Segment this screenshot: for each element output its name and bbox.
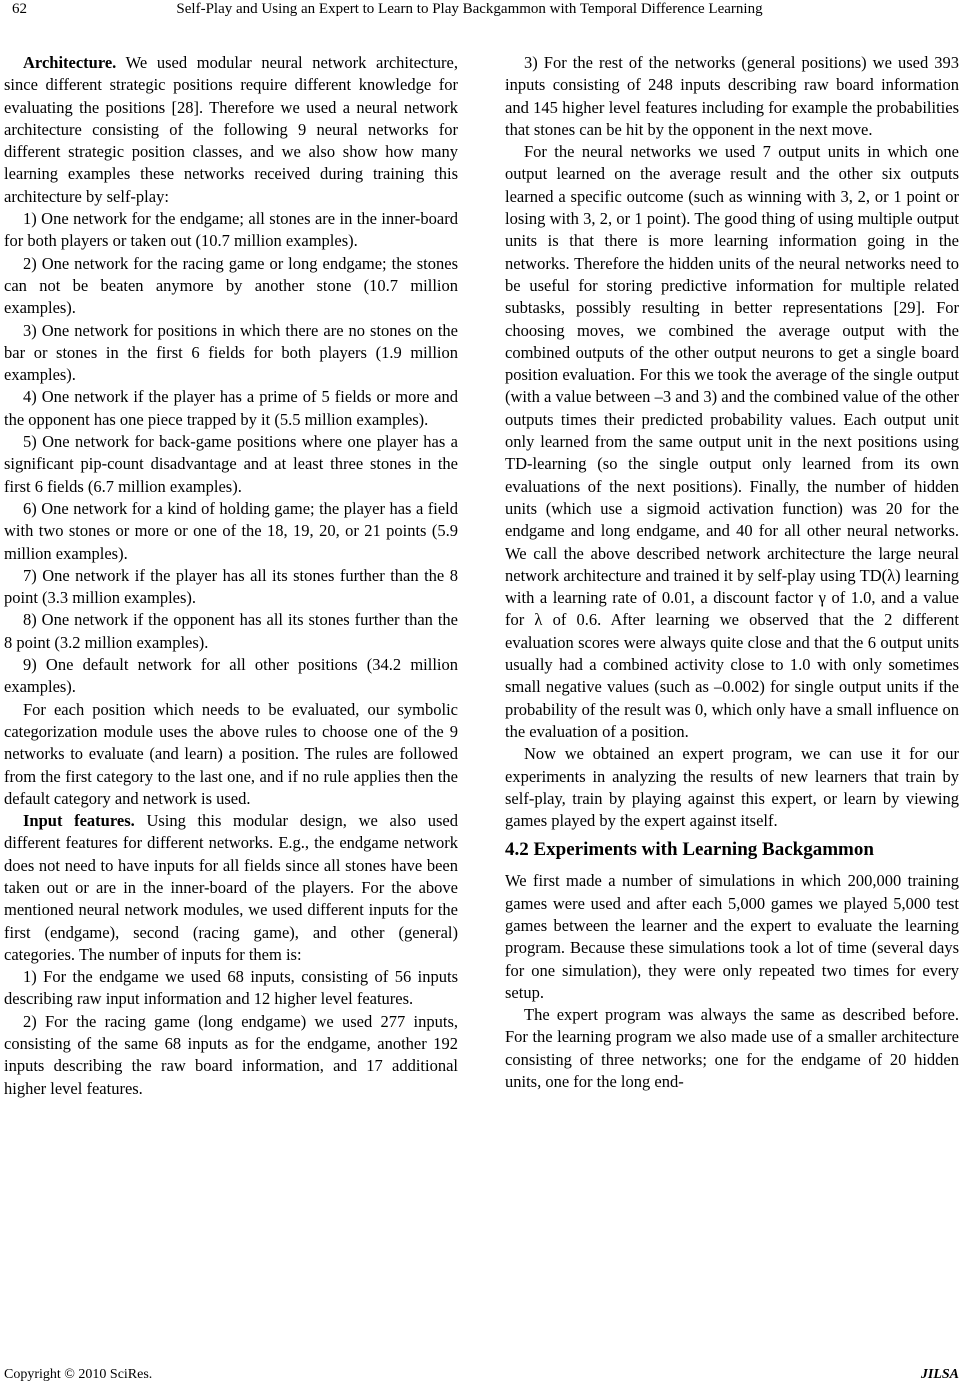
running-title: Self-Play and Using an Expert to Learn to Play Backgammon with Temporal Difference Learning: [176, 1, 763, 17]
network-item-3: 3) One network for positions in which there are no stones on the bar or stones in the first 6 fields for both players (1.9 million examples).: [4, 320, 458, 385]
right-column: [505, 52, 959, 1093]
copyright-footer: Copyright © 2010 SciRes.: [4, 1367, 153, 1382]
output-units-paragraph: For the neural networks we used 7 output units in which one output learned on the average result and the other six outputs learned a specific outcome (such as winning with 3, 2, or 1 point or losing with 3, 2, or 1 point). The good thing of using multiple output units is that there is more learning information going in the networks. Therefore the hidden units of the neural networks need to be useful for storing predictive information for multiple related subtasks, possibly resulting in better representations [29]. For choosing moves, we combined the average output with the combined outputs of the other output neurons to get a single board position evaluation. For this we took the average of the single output (with a value between –3 and 3) and the combined value of the other outputs times their predicted probability values. Each output unit only learned from the same output unit in the next positions using TD-learning (so the single output only learned from its own evaluations of the next positions). Finally, the number of hidden units (which use a sigmoid activation function) was 20 for the endgame and long endgame, and 40 for all other neural networks. We call the above described network architecture the large neural network architecture and trained it by self-play using TD(λ) learning with a learning rate of 0.01, a discount factor γ of 1.0, and a value for λ of 0.6. After learning we observed that the 2 different evaluation scores were always quite close and that the 6 output units usually had a combined activity close to 1.0 with only sometimes small negative values (such as –0.002) for single output units if the probability of the result was 0, which only have a small influence on the evaluation of a position.: [505, 142, 959, 741]
simulations-paragraph: We first made a number of simulations in which 200,000 training games were used and after each 5,000 games we played 5,000 test games between the learner and the expert to evaluate the learning program. Because these simulations took a lot of time (several days for one simulation), they were only repeated two times for every setup.: [505, 871, 959, 1002]
input-features-text: Using this modular design, we also used different features for different networks. E.g., the endgame network does not need to have inputs for all fields since all stones have been taken out or are in the inner-board of the players. For the above mentioned neural network modules, we used different inputs for the first (endgame), second (racing game), and other (general) categories. The number of inputs for them is:: [4, 811, 458, 964]
left-column: [4, 52, 458, 1100]
input-features-paragraph: [4, 810, 458, 966]
network-item-6: 6) One network for a kind of holding game; the player has a field with two stones or more or one of the 18, 19, 20, or 21 points (5.9 million examples).: [4, 498, 458, 563]
input-item-2: 2) For the racing game (long endgame) we used 277 inputs, consisting of the same 68 inputs as for the endgame, another 192 inputs describing the raw board information, and 17 additional higher level features.: [4, 1011, 458, 1098]
categorization-paragraph: For each position which needs to be evaluated, our symbolic categorization module uses the above rules to choose one of the 9 networks to evaluate (and learn) a position. The rules are followed from the first category to the last one, and if no rule applies then the default category and network is used.: [4, 699, 458, 808]
journal-footer: JILSA: [920, 1367, 959, 1382]
input-item-1: 1) For the endgame we used 68 inputs, consisting of 56 inputs describing raw input information and 12 higher level features.: [4, 967, 458, 1009]
architecture-text: We used modular neural network architecture, since different strategic positions require different knowledge for evaluating the positions [28]. Therefore we used a neural network architecture consisting of the following 9 neural networks for different strategic position classes, and we also show how many learning examples these networks received during training this architecture by self-play:: [4, 53, 458, 206]
network-item-7: 7) One network if the player has all its stones further than the 8 point (3.3 million examples).: [4, 565, 458, 608]
network-item-9: 9) One default network for all other positions (34.2 million examples).: [4, 655, 458, 697]
page-number: 62: [12, 1, 27, 17]
network-item-4: 4) One network if the player has a prime of 5 fields or more and the opponent has one piece trapped by it (5.5 million examples).: [4, 387, 458, 429]
network-item-5: 5) One network for back-game positions where one player has a significant pip-count disadvantage and at least three stones in the first 6 fields (6.7 million examples).: [4, 432, 458, 496]
architecture-lead: Architecture.: [23, 53, 117, 72]
architecture-paragraph: [4, 52, 458, 208]
section-heading: 4.2 Experiments with Learning Backgammon: [505, 839, 874, 861]
input-item-3: 3) For the rest of the networks (general positions) we used 393 inputs consisting of 248 inputs describing raw board information and 145 higher level features including for example the probabilities that stones can be hit by the opponent in the next move.: [505, 53, 959, 139]
input-features-lead: Input features.: [23, 811, 135, 831]
network-item-8: 8) One network if the opponent has all its stones further than the 8 point (3.2 million examples).: [4, 610, 458, 652]
expert-architecture-paragraph: The expert program was always the same as described before. For the learning program we also made use of a smaller architecture consisting of three networks; one for the endgame of 20 hidden units, one for the long end-: [505, 1005, 959, 1092]
expert-program-paragraph: Now we obtained an expert program, we can use it for our experiments in analyzing the results of new learners that train by self-play, train by playing against this expert, or learn by viewing games played by the expert against itself.: [505, 744, 959, 831]
network-item-1: 1) One network for the endgame; all stones are in the inner-board for both players or taken out (10.7 million examples).: [4, 209, 458, 251]
network-item-2: 2) One network for the racing game or long endgame; the stones can not be beaten anymore by another stone (10.7 million examples).: [4, 253, 458, 318]
